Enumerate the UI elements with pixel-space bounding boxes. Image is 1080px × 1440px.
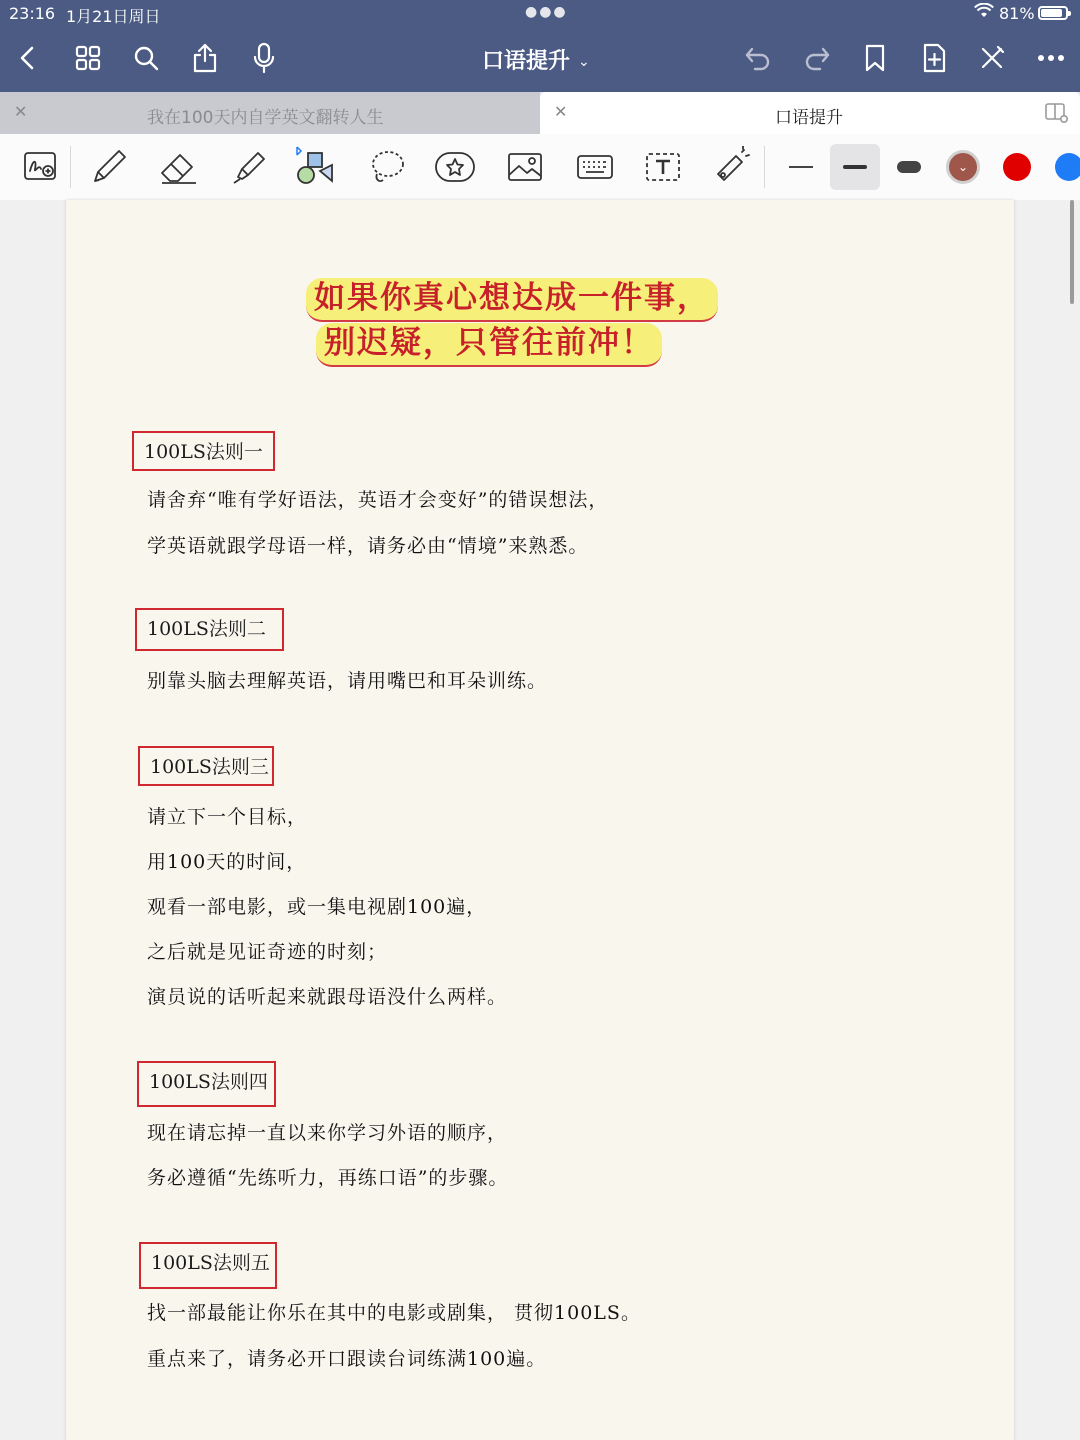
pen-off-icon[interactable] [974, 40, 1010, 76]
rule-text-line: 演员说的话听起来就跟母语没什么两样。 [147, 986, 508, 1008]
multitasking-dots-icon[interactable]: ●●● [525, 4, 568, 20]
battery-icon [1038, 6, 1068, 20]
battery-percent: 81% [999, 4, 1035, 23]
rule-text-line: 用100天的时间， [147, 851, 307, 873]
lasso-tool-icon[interactable] [364, 144, 410, 190]
toolbar-divider [764, 146, 765, 188]
close-tab-icon[interactable]: ✕ [14, 102, 28, 121]
notebook-title-menu[interactable] [482, 44, 590, 75]
rule-text-line: 务必遵循“先练听力，再练口语”的步骤。 [147, 1167, 509, 1189]
rule-text-line: 观看一部电影，或一集电视剧100遍， [147, 896, 487, 918]
split-view-icon[interactable] [1044, 102, 1068, 128]
undo-icon[interactable] [740, 40, 776, 76]
keyboard-tool-icon[interactable] [572, 144, 618, 190]
top-bar [0, 0, 1080, 92]
highlighted-text: 别迟疑，只管往前冲！ [316, 323, 662, 367]
chevron-down-icon: ⌄ [946, 150, 980, 184]
stroke-medium-icon[interactable] [830, 144, 880, 190]
chevron-down-icon: ⌄ [578, 54, 590, 70]
notebook-title: 口语提升 [482, 49, 571, 74]
add-page-icon[interactable] [916, 40, 952, 76]
thumbnails-grid-icon[interactable] [70, 40, 106, 76]
status-bar [0, 0, 1080, 28]
laser-pointer-icon[interactable] [708, 144, 754, 190]
status-date: 1月21日周日 [66, 7, 161, 26]
highlighted-text: 如果你真心想达成一件事， [306, 278, 718, 322]
wifi-icon [974, 3, 994, 23]
tab-active[interactable] [540, 92, 1080, 134]
color-swatch-selected[interactable] [940, 144, 986, 190]
tab-label: 口语提升 [775, 108, 843, 128]
close-tab-icon[interactable]: ✕ [554, 102, 568, 121]
microphone-icon[interactable] [246, 40, 282, 76]
rule-title-box: 100LS法则三 [138, 746, 274, 786]
eraser-tool-icon[interactable] [156, 144, 202, 190]
rule-text-line: 学英语就跟学母语一样，请务必由“情境”来熟悉。 [147, 535, 589, 557]
color-swatch-red[interactable] [994, 144, 1040, 190]
pen-tool-icon[interactable] [86, 144, 132, 190]
back-icon[interactable] [10, 40, 46, 76]
battery-fill [1041, 9, 1062, 17]
headline-line-1 [306, 272, 718, 317]
search-icon[interactable] [128, 40, 164, 76]
headline-line-2 [316, 317, 662, 362]
rule-text-line: 请立下一个目标， [147, 806, 308, 828]
rule-title-box: 100LS法则一 [132, 431, 275, 471]
note-page[interactable] [66, 200, 1014, 1440]
rule-text-line: 请舍弃“唯有学好语法，英语才会变好”的错误想法， [147, 489, 609, 511]
sticker-tool-icon[interactable] [432, 144, 478, 190]
shapes-tool-icon[interactable] [292, 144, 338, 190]
note-canvas[interactable] [0, 200, 1080, 1440]
bookmark-icon[interactable] [857, 40, 893, 76]
image-tool-icon[interactable] [502, 144, 548, 190]
vertical-scrollbar[interactable] [1070, 200, 1074, 304]
rule-title-box: 100LS法则四 [137, 1061, 276, 1107]
tab-inactive[interactable] [0, 92, 540, 134]
highlighter-tool-icon[interactable] [226, 144, 272, 190]
rule-text-line: 之后就是见证奇迹的时刻； [147, 941, 388, 963]
text-tool-icon[interactable] [640, 144, 686, 190]
toolbar-divider [70, 146, 71, 188]
drawing-toolbar [0, 134, 1080, 201]
document-tabs [0, 92, 1080, 134]
tab-label: 我在100天内自学英文翻转人生 [147, 108, 384, 128]
share-icon[interactable] [187, 40, 223, 76]
rule-text-line: 重点来了，请务必开口跟读台词练满100遍。 [147, 1348, 547, 1370]
color-swatch-blue[interactable] [1046, 144, 1080, 190]
rule-text-line: 现在请忘掉一直以来你学习外语的顺序， [147, 1122, 508, 1144]
rule-title-box: 100LS法则二 [135, 608, 284, 651]
stroke-thin-icon[interactable] [778, 144, 824, 190]
status-time: 23:16 [9, 4, 56, 23]
stroke-thick-icon[interactable] [886, 144, 932, 190]
zoom-window-icon[interactable] [18, 144, 64, 190]
rule-text-line: 别靠头脑去理解英语，请用嘴巴和耳朵训练。 [147, 670, 548, 692]
rule-text-line: 找一部最能让你乐在其中的电影或剧集， 贯彻100LS。 [147, 1302, 641, 1324]
rule-title-box: 100LS法则五 [139, 1242, 277, 1289]
more-icon[interactable] [1033, 40, 1069, 76]
redo-icon[interactable] [799, 40, 835, 76]
